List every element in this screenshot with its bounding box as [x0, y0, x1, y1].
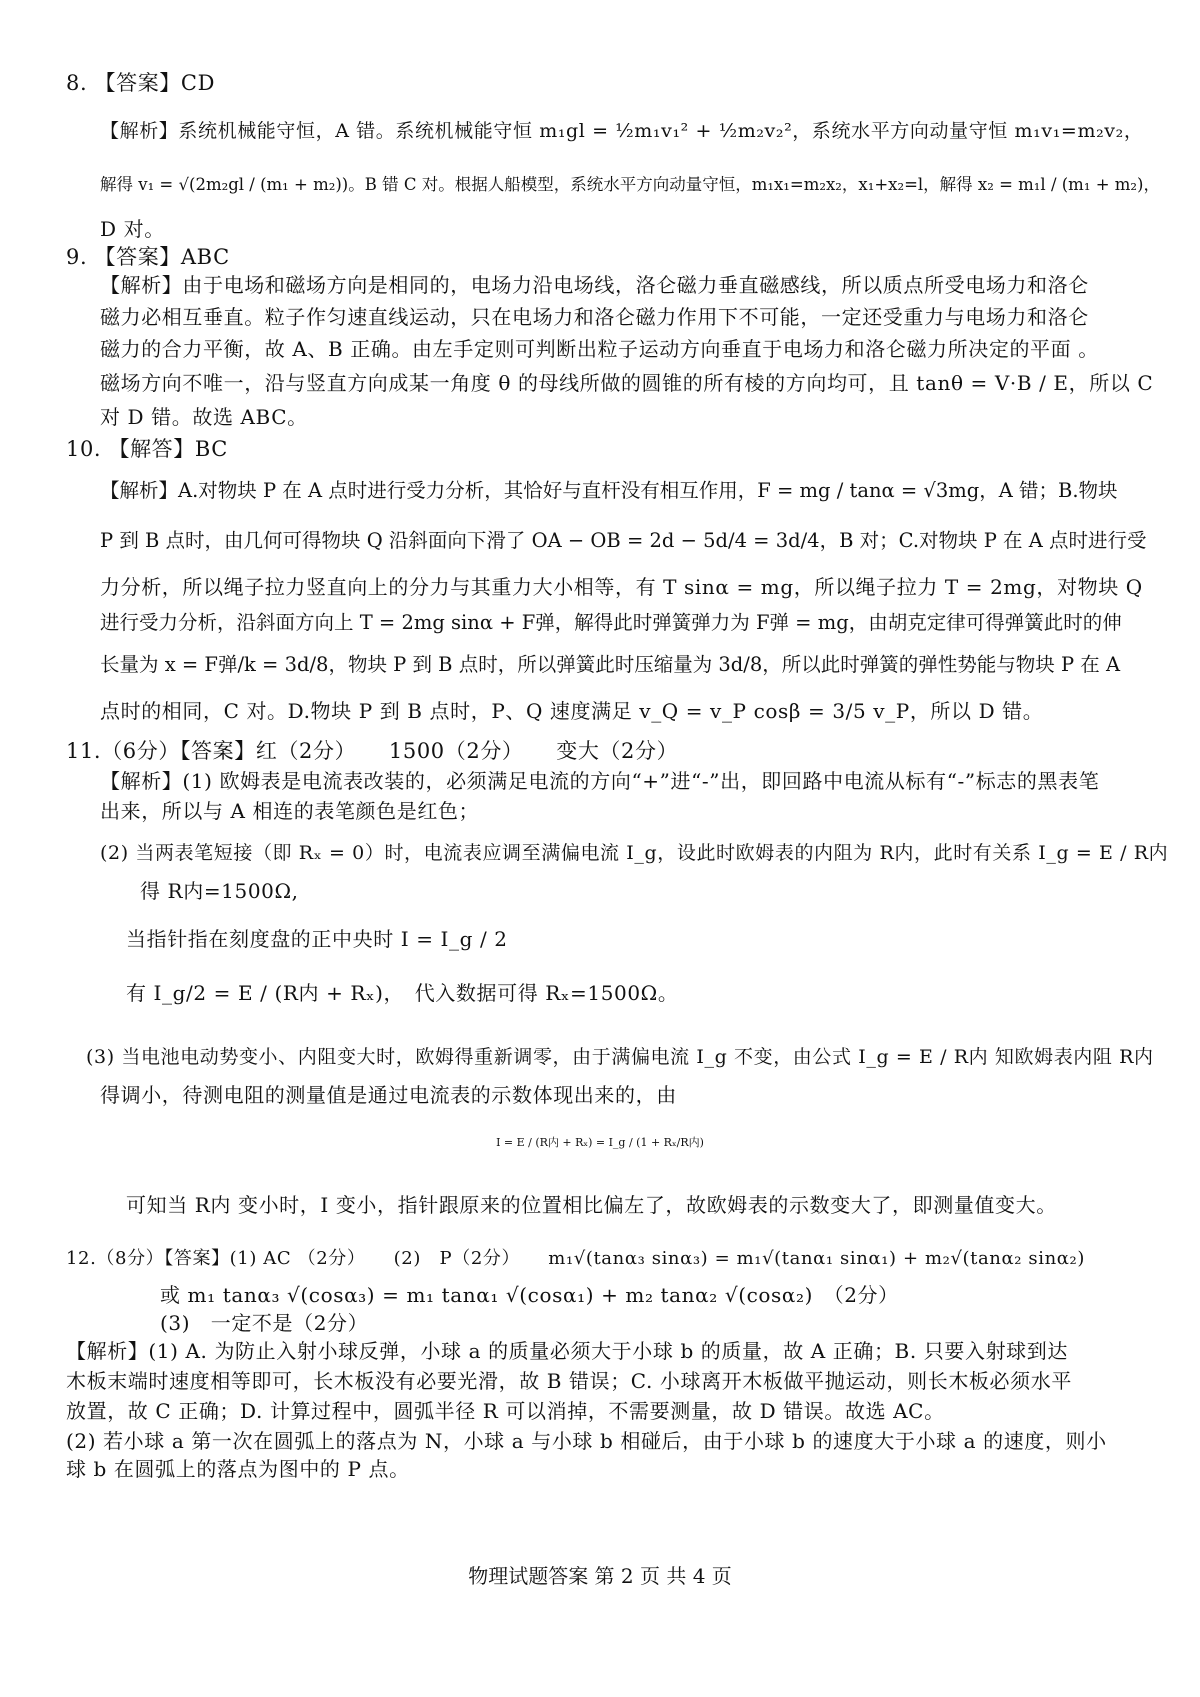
q10-answer: 10. 【解答】BC	[66, 437, 228, 461]
q10-line-4: 进行受力分析，沿斜面方向上 T = 2mg sinα + F弹，解得此时弹簧弹力为 F弹 = mg，由胡克定律可得弹簧此时的伸	[100, 611, 1122, 634]
q12-line-2: (3) 一定不是（2分）	[160, 1311, 369, 1335]
q12-line-3: 【解析】(1) A. 为防止入射小球反弹，小球 a 的质量必须大于小球 b 的质量，故 A 正确；B. 只要入射球到达	[66, 1339, 1068, 1363]
q11-line-1: 【解析】(1) 欧姆表是电流表改装的，必须满足电流的方向“+”进“-”出，即回路中电流从标有“-”标志的黑表笔	[100, 769, 1100, 793]
page-footer: 物理试题答案 第 2 页 共 4 页	[468, 1564, 732, 1588]
q8-line-2: 解得 v₁ = √(2m₂gl / (m₁ + m₂))。B 错 C 对。根据人船模型，系统水平方向动量守恒，m₁x₁=m₂x₂，x₁+x₂=l，解得 x₂ = m₁l / (m₁ + m₂)，	[100, 175, 1160, 194]
q9-line-5: 对 D 错。故选 ABC。	[100, 405, 308, 429]
q9-line-1: 【解析】由于电场和磁场方向是相同的，电场力沿电场线，洛仑磁力垂直磁感线，所以质点所受电场力和洛仑	[100, 273, 1089, 297]
q11-line-4: 得 R内=1500Ω,	[140, 879, 299, 903]
q11-formula: I = E / (R内 + Rₓ) = I_g / (1 + Rₓ/R内)	[496, 1136, 704, 1149]
q9-line-4: 磁场方向不唯一，沿与竖直方向成某一角度 θ 的母线所做的圆锥的所有棱的方向均可，且 tanθ = V·B / E，所以 C	[100, 371, 1154, 395]
q11-line-2: 出来，所以与 A 相连的表笔颜色是红色；	[100, 799, 480, 823]
q11-line-3: (2) 当两表笔短接（即 Rₓ = 0）时，电流表应调至满偏电流 I_g，设此时欧姆表的内阻为 R内，此时有关系 I_g = E / R内	[100, 842, 1169, 864]
q8-answer: 8. 【答案】CD	[66, 71, 216, 95]
q10-line-6: 点时的相同，C 对。D.物块 P 到 B 点时，P、Q 速度满足 v_Q = v_P cosβ = 3/5 v_P，所以 D 错。	[100, 699, 1044, 723]
q12-line-7: 球 b 在圆弧上的落点为图中的 P 点。	[66, 1457, 410, 1481]
q11-line-5: 当指针指在刻度盘的正中央时 I = I_g / 2	[126, 927, 508, 951]
q11-answer: 11.（6分）【答案】红（2分） 1500（2分） 变大（2分）	[66, 739, 679, 763]
q8-line-3: D 对。	[100, 217, 165, 241]
q9-line-2: 磁力必相互垂直。粒子作匀速直线运动，只在电场力和洛仑磁力作用下不可能，一定还受重力与电场力和洛仑	[100, 305, 1089, 329]
q12-answer: 12.（8分）【答案】(1) AC （2分） (2) P（2分） m₁√(tanα₃ sinα₃) = m₁√(tanα₁ sinα₁) + m₂√(tanα₂ sinα₂)	[66, 1248, 1085, 1269]
q10-line-5: 长量为 x = F弹/k = 3d/8，物块 P 到 B 点时，所以弹簧此时压缩量为 3d/8，所以此时弹簧的弹性势能与物块 P 在 A	[100, 653, 1121, 676]
q11-line-8: 得调小，待测电阻的测量值是通过电流表的示数体现出来的，由	[100, 1083, 677, 1107]
q12-line-6: (2) 若小球 a 第一次在圆弧上的落点为 N，小球 a 与小球 b 相碰后，由于小球 b 的速度大于小球 a 的速度，则小	[66, 1429, 1107, 1453]
q11-line-10: 可知当 R内 变小时，I 变小，指针跟原来的位置相比偏左了，故欧姆表的示数变大了，即测量值变大。	[126, 1193, 1057, 1217]
q8-line-1: 【解析】系统机械能守恒，A 错。系统机械能守恒 m₁gl = ½m₁v₁² + ½m₂v₂²，系统水平方向动量守恒 m₁v₁=m₂v₂，	[100, 120, 1144, 142]
q10-line-2: P 到 B 点时，由几何可得物块 Q 沿斜面向下滑了 OA − OB = 2d − 5d/4 = 3d/4，B 对；C.对物块 P 在 A 点时进行受	[100, 529, 1147, 552]
q11-line-6: 有 I_g/2 = E / (R内 + Rₓ)， 代入数据可得 Rₓ=1500Ω。	[126, 981, 679, 1005]
q12-line-1: 或 m₁ tanα₃ √(cosα₃) = m₁ tanα₁ √(cosα₁) + m₂ tanα₂ √(cosα₂) （2分）	[160, 1283, 899, 1307]
q12-line-4: 木板末端时速度相等即可，长木板没有必要光滑，故 B 错误；C. 小球离开木板做平抛运动，则长木板必须水平	[66, 1369, 1072, 1393]
q11-line-7: (3) 当电池电动势变小、内阻变大时，欧姆得重新调零，由于满偏电流 I_g 不变，由公式 I_g = E / R内 知欧姆表内阻 R内	[86, 1046, 1154, 1068]
q9-answer: 9. 【答案】ABC	[66, 245, 230, 269]
q9-line-3: 磁力的合力平衡，故 A、B 正确。由左手定则可判断出粒子运动方向垂直于电场力和洛仑磁力所决定的平面 。	[100, 337, 1099, 361]
q10-line-3: 力分析，所以绳子拉力竖直向上的分力与其重力大小相等，有 T sinα = mg，所以绳子拉力 T = 2mg，对物块 Q	[100, 575, 1143, 599]
q10-line-1: 【解析】A.对物块 P 在 A 点时进行受力分析，其恰好与直杆没有相互作用，F = mg / tanα = √3mg，A 错；B.物块	[100, 479, 1118, 502]
q12-line-5: 放置，故 C 正确；D. 计算过程中，圆弧半径 R 可以消掉，不需要测量，故 D 错误。故选 AC。	[66, 1399, 945, 1423]
